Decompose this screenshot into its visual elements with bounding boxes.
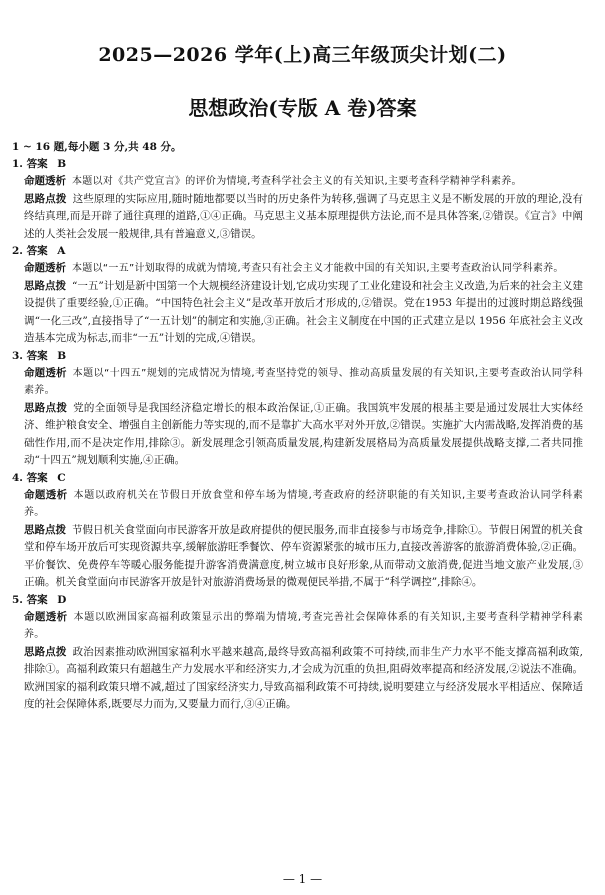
question-block — [12, 243, 583, 348]
question-answer-line — [12, 470, 583, 487]
analysis-label: 思路点拨 — [24, 279, 67, 292]
intent-text: 本题以“十四五”规划的完成情况为情境,考查坚持党的领导、推动高质量发展的有关知识,主要考查政治认同学科素养。 — [24, 367, 583, 396]
intent-label: 命题透析 — [24, 366, 67, 379]
answer-content — [12, 139, 583, 714]
intent-paragraph — [12, 365, 583, 400]
analysis-label: 思路点拨 — [24, 645, 67, 658]
intent-paragraph — [12, 173, 583, 191]
question-answer-line — [12, 592, 583, 609]
answer-label: 答案 — [26, 593, 48, 606]
question-number: 5. — [12, 593, 23, 606]
question-block — [12, 592, 583, 714]
question-answer-line — [12, 156, 583, 173]
intent-text: 本题以“一五”计划取得的成就为情境,考查只有社会主义才能救中国的有关知识,主要考查政治认同学科素养。 — [72, 263, 564, 274]
intent-label: 命题透析 — [24, 488, 68, 501]
analysis-label: 思路点拨 — [24, 401, 68, 414]
analysis-text: 这些原理的实际应用,随时随地都要以当时的历史条件为转移,强调了马克思主义是不断发展的开放的理论,没有终结真理,而是开辟了通往真理的道路,①④正确。马克思主义基本原理提供方法论,而不是具体答案,②错误。《宣言》中阐述的人类社会发展一般规律,具有普遍意义,③错误。 — [24, 192, 584, 240]
answer-choice: C — [57, 471, 66, 484]
analysis-text: “一五”计划是新中国第一个大规模经济建设计划,它成功实现了工业化建设和社会主义改造,为后来的社会主义建设提供了重要经验,①正确。“中国特色社会主义”是改革开放后才形成的,②错误。党在1953 年提出的过渡时期总路线强调“一化三改”,直接指导了“一五计划”的制定和实施,③正确。社会主义制度在中国的正式建立是以 1956 年底社会主义改造基本完成为标志,而非“一五”计划的完成,④错误。 — [24, 279, 583, 344]
answer-label: 答案 — [26, 471, 48, 484]
question-block — [12, 348, 583, 470]
question-block — [12, 156, 583, 243]
answer-label: 答案 — [26, 245, 48, 257]
answer-choice: B — [57, 349, 67, 362]
question-number: 2. — [12, 245, 23, 257]
question-answer-line — [12, 243, 583, 260]
analysis-label: 思路点拨 — [24, 192, 67, 205]
answer-choice: D — [57, 593, 67, 606]
intent-paragraph — [12, 609, 583, 644]
document-title: 2025—2026 学年(上)高三年级顶尖计划(二) — [98, 44, 507, 66]
intent-text: 本题以政府机关在节假日开放食堂和停车场为情境,考查政府的经济职能的有关知识,主要考查政治认同学科素养。 — [24, 489, 584, 518]
intent-paragraph — [12, 260, 583, 278]
question-number: 4. — [12, 471, 23, 484]
document-subtitle: 思想政治(专版 A 卷)答案 — [188, 96, 417, 120]
question-number: 1. — [12, 158, 23, 170]
analysis-paragraph — [12, 522, 583, 592]
analysis-paragraph — [12, 400, 583, 470]
question-answer-line — [12, 348, 583, 365]
question-block — [12, 470, 583, 592]
intent-text: 本题以对《共产党宣言》的评价为情境,考查科学社会主义的有关知识,主要考查科学精神学科素养。 — [72, 176, 522, 187]
scoring-note: 1 ~ 16 题,每小题 3 分,共 48 分。 — [12, 141, 182, 153]
answer-label: 答案 — [26, 158, 48, 170]
question-number: 3. — [12, 349, 23, 362]
answer-label: 答案 — [26, 349, 48, 362]
answer-choice: A — [57, 245, 66, 257]
intent-label: 命题透析 — [24, 262, 66, 274]
analysis-text: 党的全面领导是我国经济稳定增长的根本政治保证,①正确。我国筑牢发展的根基主要是通过发展壮大实体经济、维护粮食安全、增强自主创新能力等实现的,而不是靠扩大高水平对外开放,②错误。实施扩大内需战略,发挥消费的基础性作用,而不是决定作用,排除③。新发展理念引领高质量发展,构建新发展格局为高质量发展提供战略支撑,二者共同推动“十四五”规划顺利实施,④正确。 — [24, 401, 584, 466]
analysis-paragraph — [12, 191, 583, 244]
intent-label: 命题透析 — [24, 175, 66, 187]
analysis-paragraph — [12, 278, 583, 348]
answer-choice: B — [57, 158, 67, 170]
analysis-text: 节假日机关食堂面向市民游客开放是政府提供的便民服务,而非直接参与市场竞争,排除①。节假日闲置的机关食堂和停车场开放后可实现资源共享,缓解旅游旺季餐饮、停车资源紧张的城市压力,直接改善游客的旅游消费体验,②正确。平价餐饮、免费停车等暖心服务能提升游客消费满意度,树立城市良好形象,从而带动文旅消费,促进当地文旅产业发展,③正确。机关食堂面向市民游客开放是针对旅游消费场景的微观便民举措,不属于“科学调控”,排除④。 — [24, 523, 583, 588]
intent-text: 本题以欧洲国家高福利政策显示出的弊端为情境,考查完善社会保障体系的有关知识,主要考查科学精神学科素养。 — [24, 611, 584, 640]
page-number: — 1 — — [282, 872, 323, 886]
analysis-text: 政治因素推动欧洲国家福利水平越来越高,最终导致高福利政策不可持续,而非生产力水平不能支撑高福利政策,排除①。高福利政策只有超越生产力发展水平和经济实力,才会成为沉重的负担,阻碍效率提高和经济发展,②说法不准确。欧洲国家的福利政策只增不减,超过了国家经济实力,导致高福利政策不可持续,说明要建立与经济发展水平相适应、保障适度的社会保障体系,既要尽力而为,又要量力而行,③④正确。 — [24, 645, 584, 710]
analysis-paragraph — [12, 644, 583, 714]
intent-label: 命题透析 — [24, 610, 68, 623]
intent-paragraph — [12, 487, 583, 522]
analysis-label: 思路点拨 — [24, 523, 67, 536]
